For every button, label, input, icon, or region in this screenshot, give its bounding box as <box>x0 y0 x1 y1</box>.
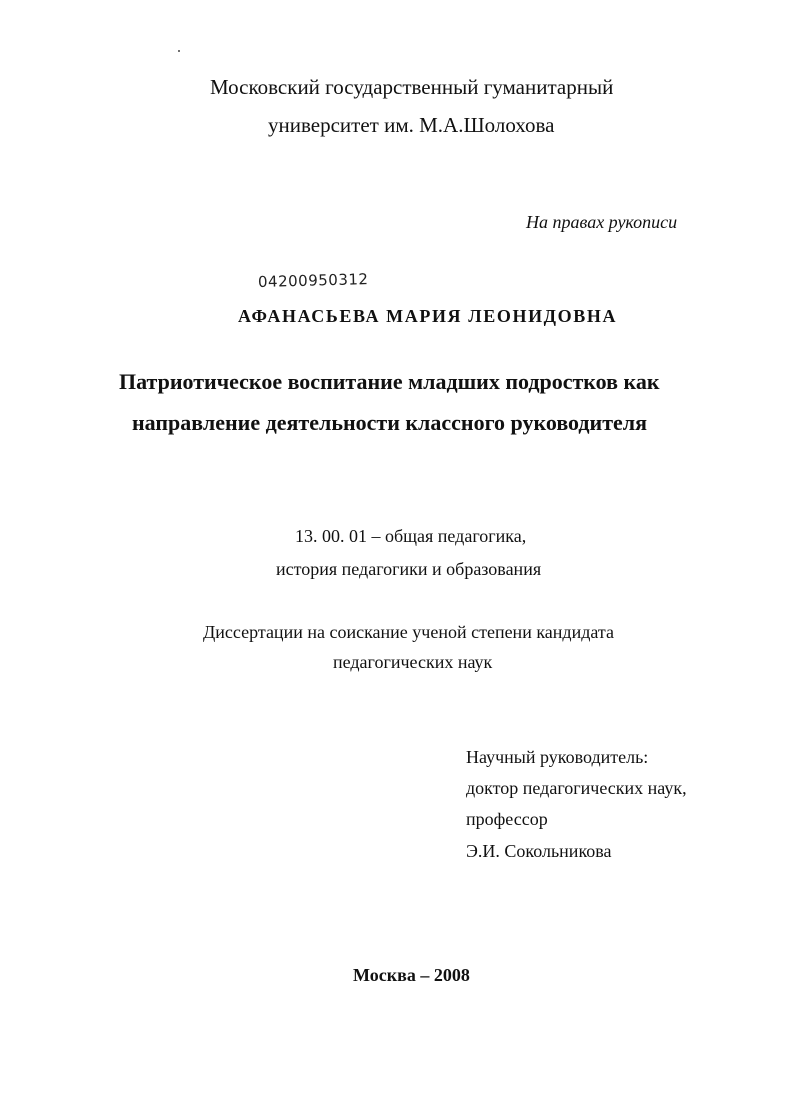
supervisor-rank: профессор <box>466 809 548 829</box>
city-year: Москва – 2008 <box>353 965 470 985</box>
degree-statement-line-1: Диссертации на соискание ученой степени кандидата <box>203 622 614 642</box>
registration-stamp: 04200950312 <box>257 270 369 291</box>
degree-statement-line-2: педагогических наук <box>333 652 493 672</box>
specialty-line-2: история педагогики и образования <box>276 559 542 579</box>
rights-note: На правах рукописи <box>526 212 678 232</box>
supervisor-label: Научный руководитель: <box>466 747 649 767</box>
dissertation-title-line-1: Патриотическое воспитание младших подростков как <box>119 369 660 394</box>
scan-speck <box>178 50 180 52</box>
specialty-line-1: 13. 00. 01 – общая педагогика, <box>295 526 527 546</box>
university-name-line-1: Московский государственный гуманитарный <box>210 75 614 99</box>
supervisor-name: Э.И. Сокольникова <box>466 841 612 861</box>
university-name-line-2: университет им. М.А.Шолохова <box>268 113 555 137</box>
author-name: АФАНАСЬЕВА МАРИЯ ЛЕОНИДОВНА <box>238 306 618 326</box>
supervisor-degree: доктор педагогических наук, <box>466 778 687 798</box>
dissertation-title-line-2: направление деятельности классного руководителя <box>132 410 648 435</box>
